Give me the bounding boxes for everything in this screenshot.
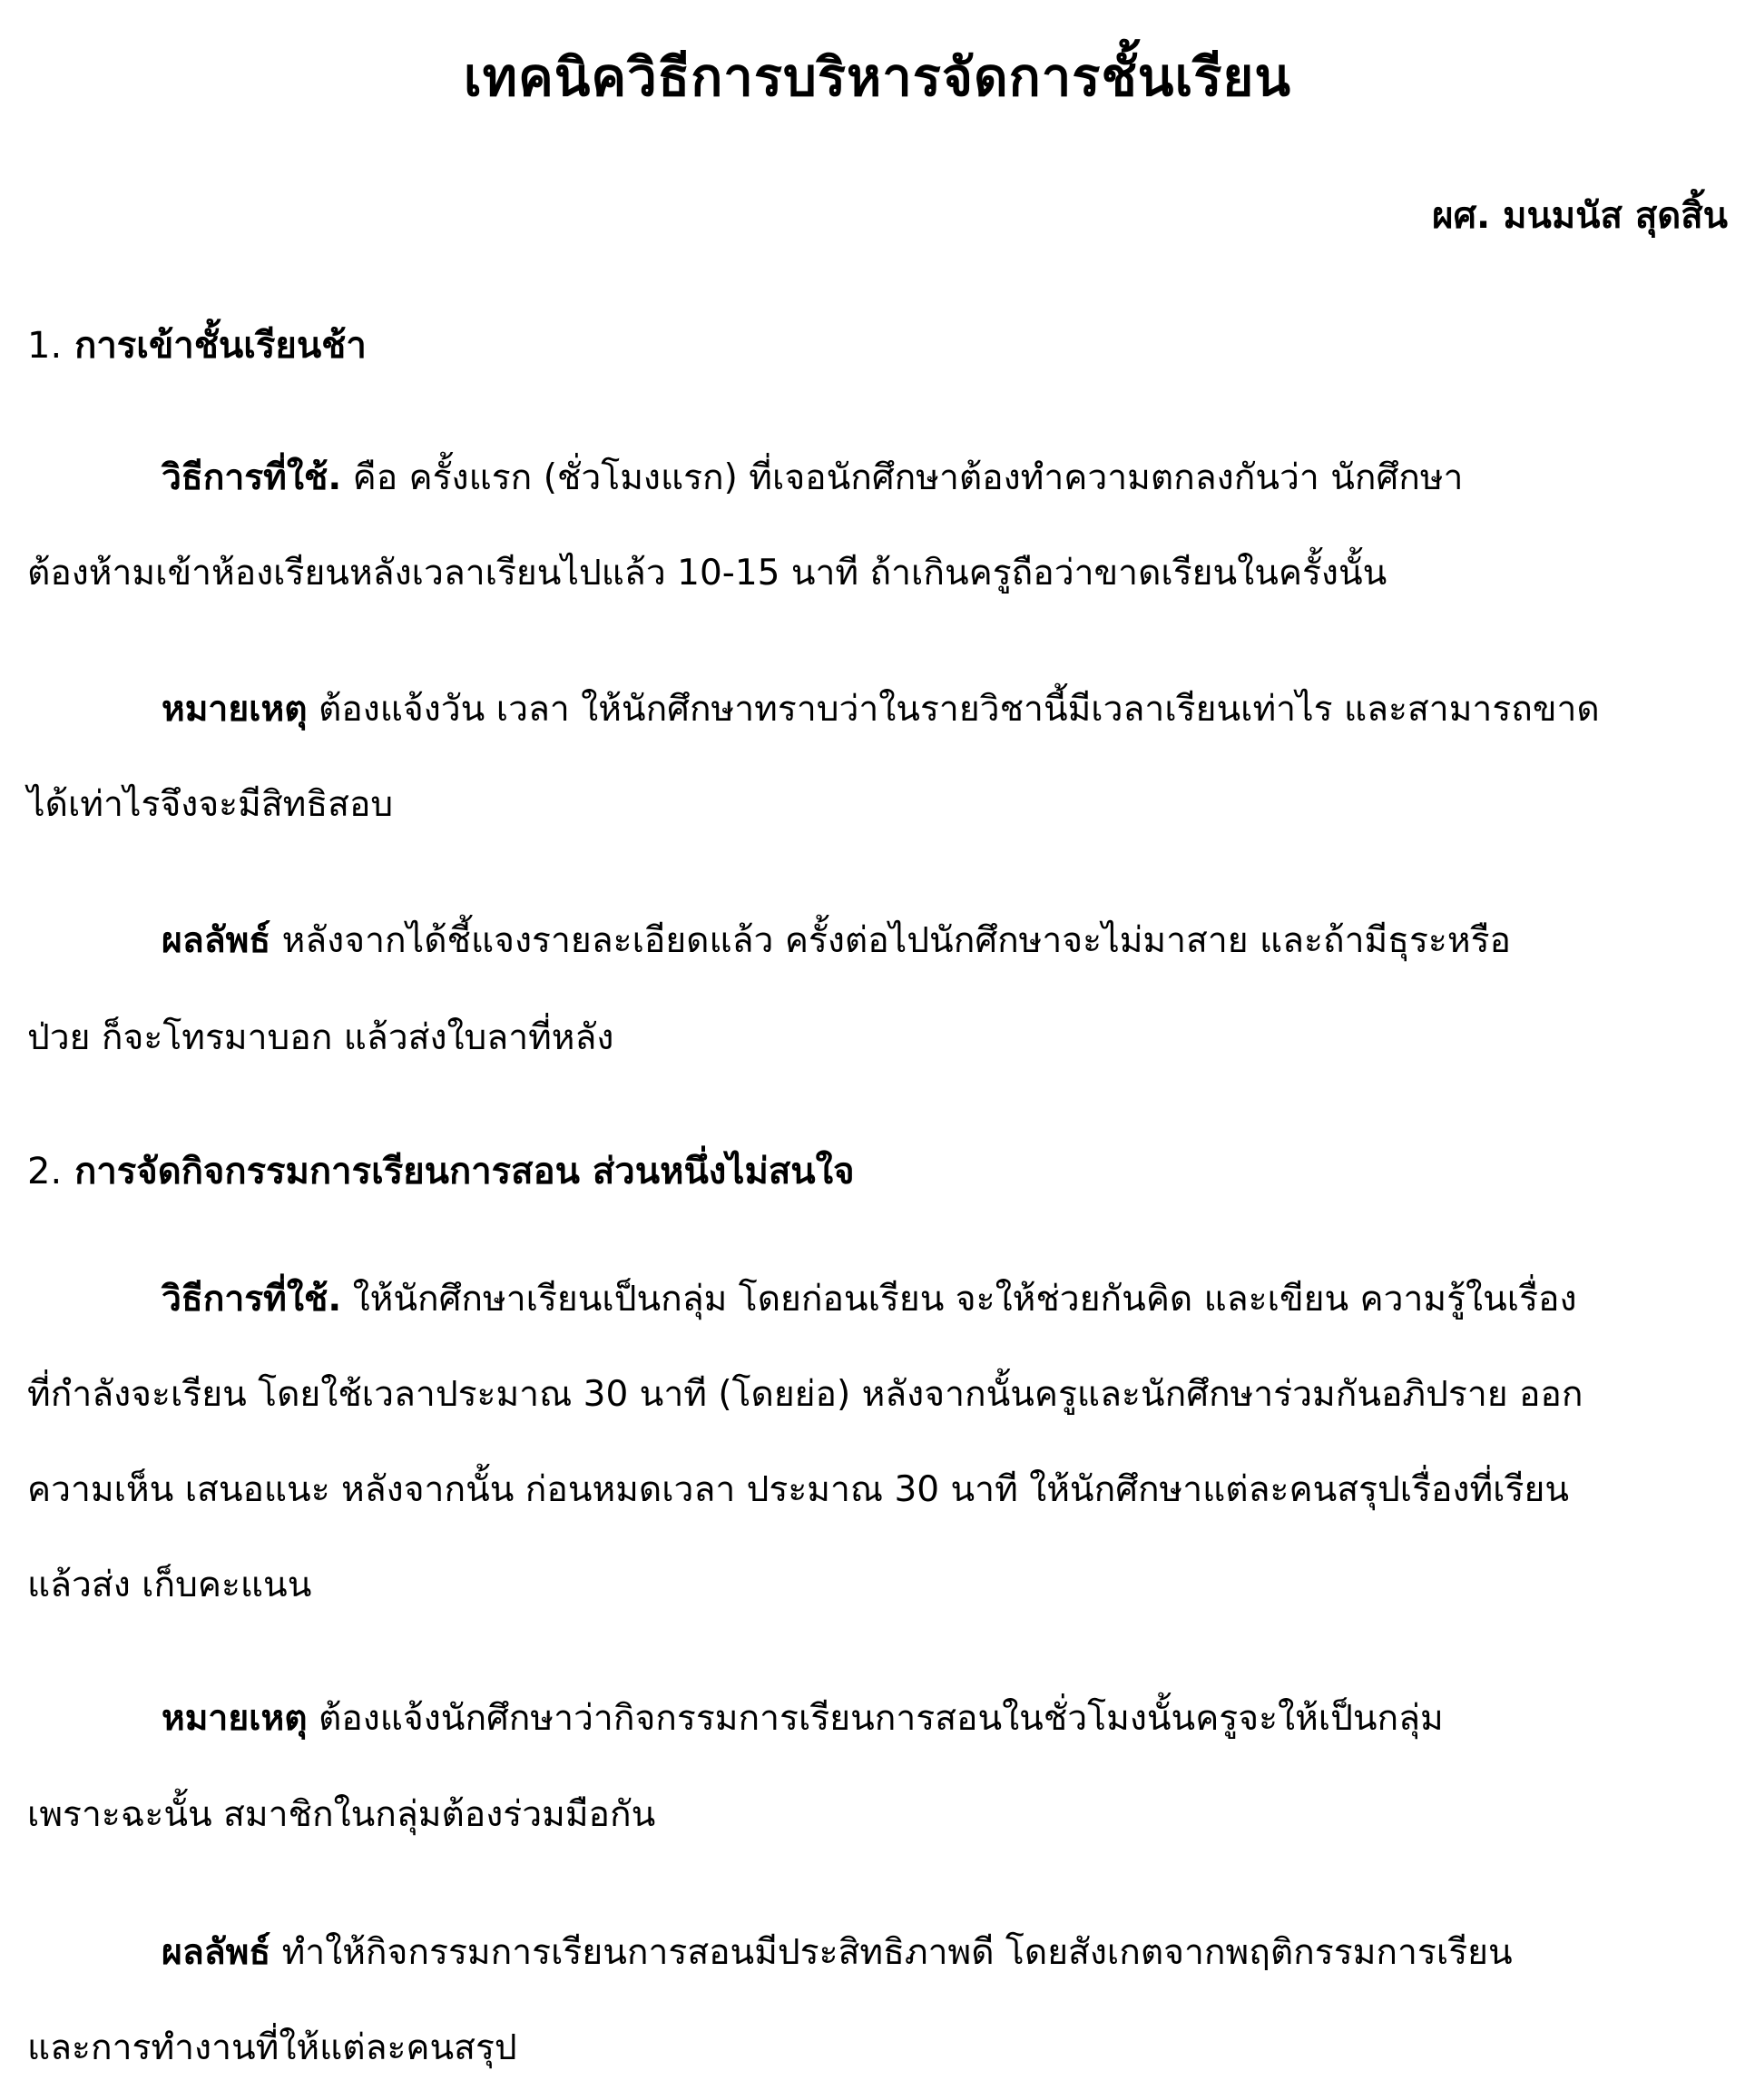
paragraph-text: ต้องแจ้งวัน เวลา ให้นักศึกษาทราบว่าในรายวิชานี้มีเวลาเรียนเท่าไร และสามารถขาด: [318, 689, 1600, 730]
paragraph-text: ต้องแจ้งนักศึกษาว่ากิจกรรมการเรียนการสอนในชั่วโมงนั้นครูจะให้เป็นกลุ่ม: [318, 1698, 1444, 1739]
paragraph-line: [162, 681, 1600, 737]
section-title: การจัดกิจกรรมการเรียนการสอน ส่วนหนึ่งไม่สนใจ: [74, 1151, 855, 1192]
paragraph-line: [162, 912, 1511, 968]
paragraph-line: [162, 1271, 1577, 1327]
section-title: การเข้าชั้นเรียนช้า: [74, 325, 367, 367]
paragraph-text: หลังจากได้ชี้แจงรายละเอียดแล้ว ครั้งต่อไปนักศึกษาจะไม่มาสาย และถ้ามีธุระหรือ: [281, 920, 1511, 961]
paragraph-line: ป่วย ก็จะโทรมาบอก แล้วส่งใบลาที่หลัง: [27, 1017, 614, 1058]
paragraph-line: เพราะฉะนั้น สมาชิกในกลุ่มต้องร่วมมือกัน: [27, 1794, 656, 1835]
paragraph-line: ต้องห้ามเข้าห้องเรียนหลังเวลาเรียนไปแล้ว 10-15 นาที ถ้าเกินครูถือว่าขาดเรียนในครั้งนั้น: [27, 553, 1387, 594]
paragraph-label: ผลลัพธ์: [162, 1932, 271, 1973]
paragraph-label: วิธีการที่ใช้.: [162, 457, 342, 498]
section-number: 1.: [27, 325, 63, 367]
paragraph-line: แล้วส่ง เก็บคะแนน: [27, 1565, 312, 1605]
paragraph-line: [162, 1924, 1513, 1980]
page-title: เทคนิควิธีการบริหารจัดการชั้นเรียน: [463, 46, 1292, 108]
paragraph-line: ได้เท่าไรจึงจะมีสิทธิสอบ: [27, 784, 394, 825]
author-name: ผศ. มนมนัส สุดสิ้น: [1432, 195, 1728, 237]
paragraph-label: ผลลัพธ์: [162, 920, 271, 961]
section-number: 2.: [27, 1151, 63, 1192]
paragraph-text: ทำให้กิจกรรมการเรียนการสอนมีประสิทธิภาพดี โดยสังเกตจากพฤติกรรมการเรียน: [281, 1932, 1513, 1973]
paragraph-line: [162, 449, 1463, 505]
paragraph-line: [162, 1690, 1444, 1746]
paragraph-label: วิธีการที่ใช้.: [162, 1279, 342, 1320]
paragraph-label: หมายเหตุ: [162, 1698, 308, 1739]
section-1-heading: [27, 316, 367, 374]
paragraph-label: หมายเหตุ: [162, 689, 308, 730]
paragraph-line: ความเห็น เสนอแนะ หลังจากนั้น ก่อนหมดเวลา ประมาณ 30 นาที ให้นักศึกษาแต่ละคนสรุปเรื่องที่เรียน: [27, 1469, 1569, 1510]
section-2-heading: [27, 1142, 855, 1200]
paragraph-line: ที่กำลังจะเรียน โดยใช้เวลาประมาณ 30 นาที (โดยย่อ) หลังจากนั้นครูและนักศึกษาร่วมกันอภิปราย ออก: [27, 1374, 1583, 1415]
paragraph-text: ให้นักศึกษาเรียนเป็นกลุ่ม โดยก่อนเรียน จะให้ช่วยกันคิด และเขียน ความรู้ในเรื่อง: [352, 1279, 1577, 1320]
paragraph-line: และการทำงานที่ให้แต่ละคนสรุป: [27, 2027, 517, 2068]
paragraph-text: คือ ครั้งแรก (ชั่วโมงแรก) ที่เจอนักศึกษาต้องทำความตกลงกันว่า นักศึกษา: [352, 457, 1464, 498]
